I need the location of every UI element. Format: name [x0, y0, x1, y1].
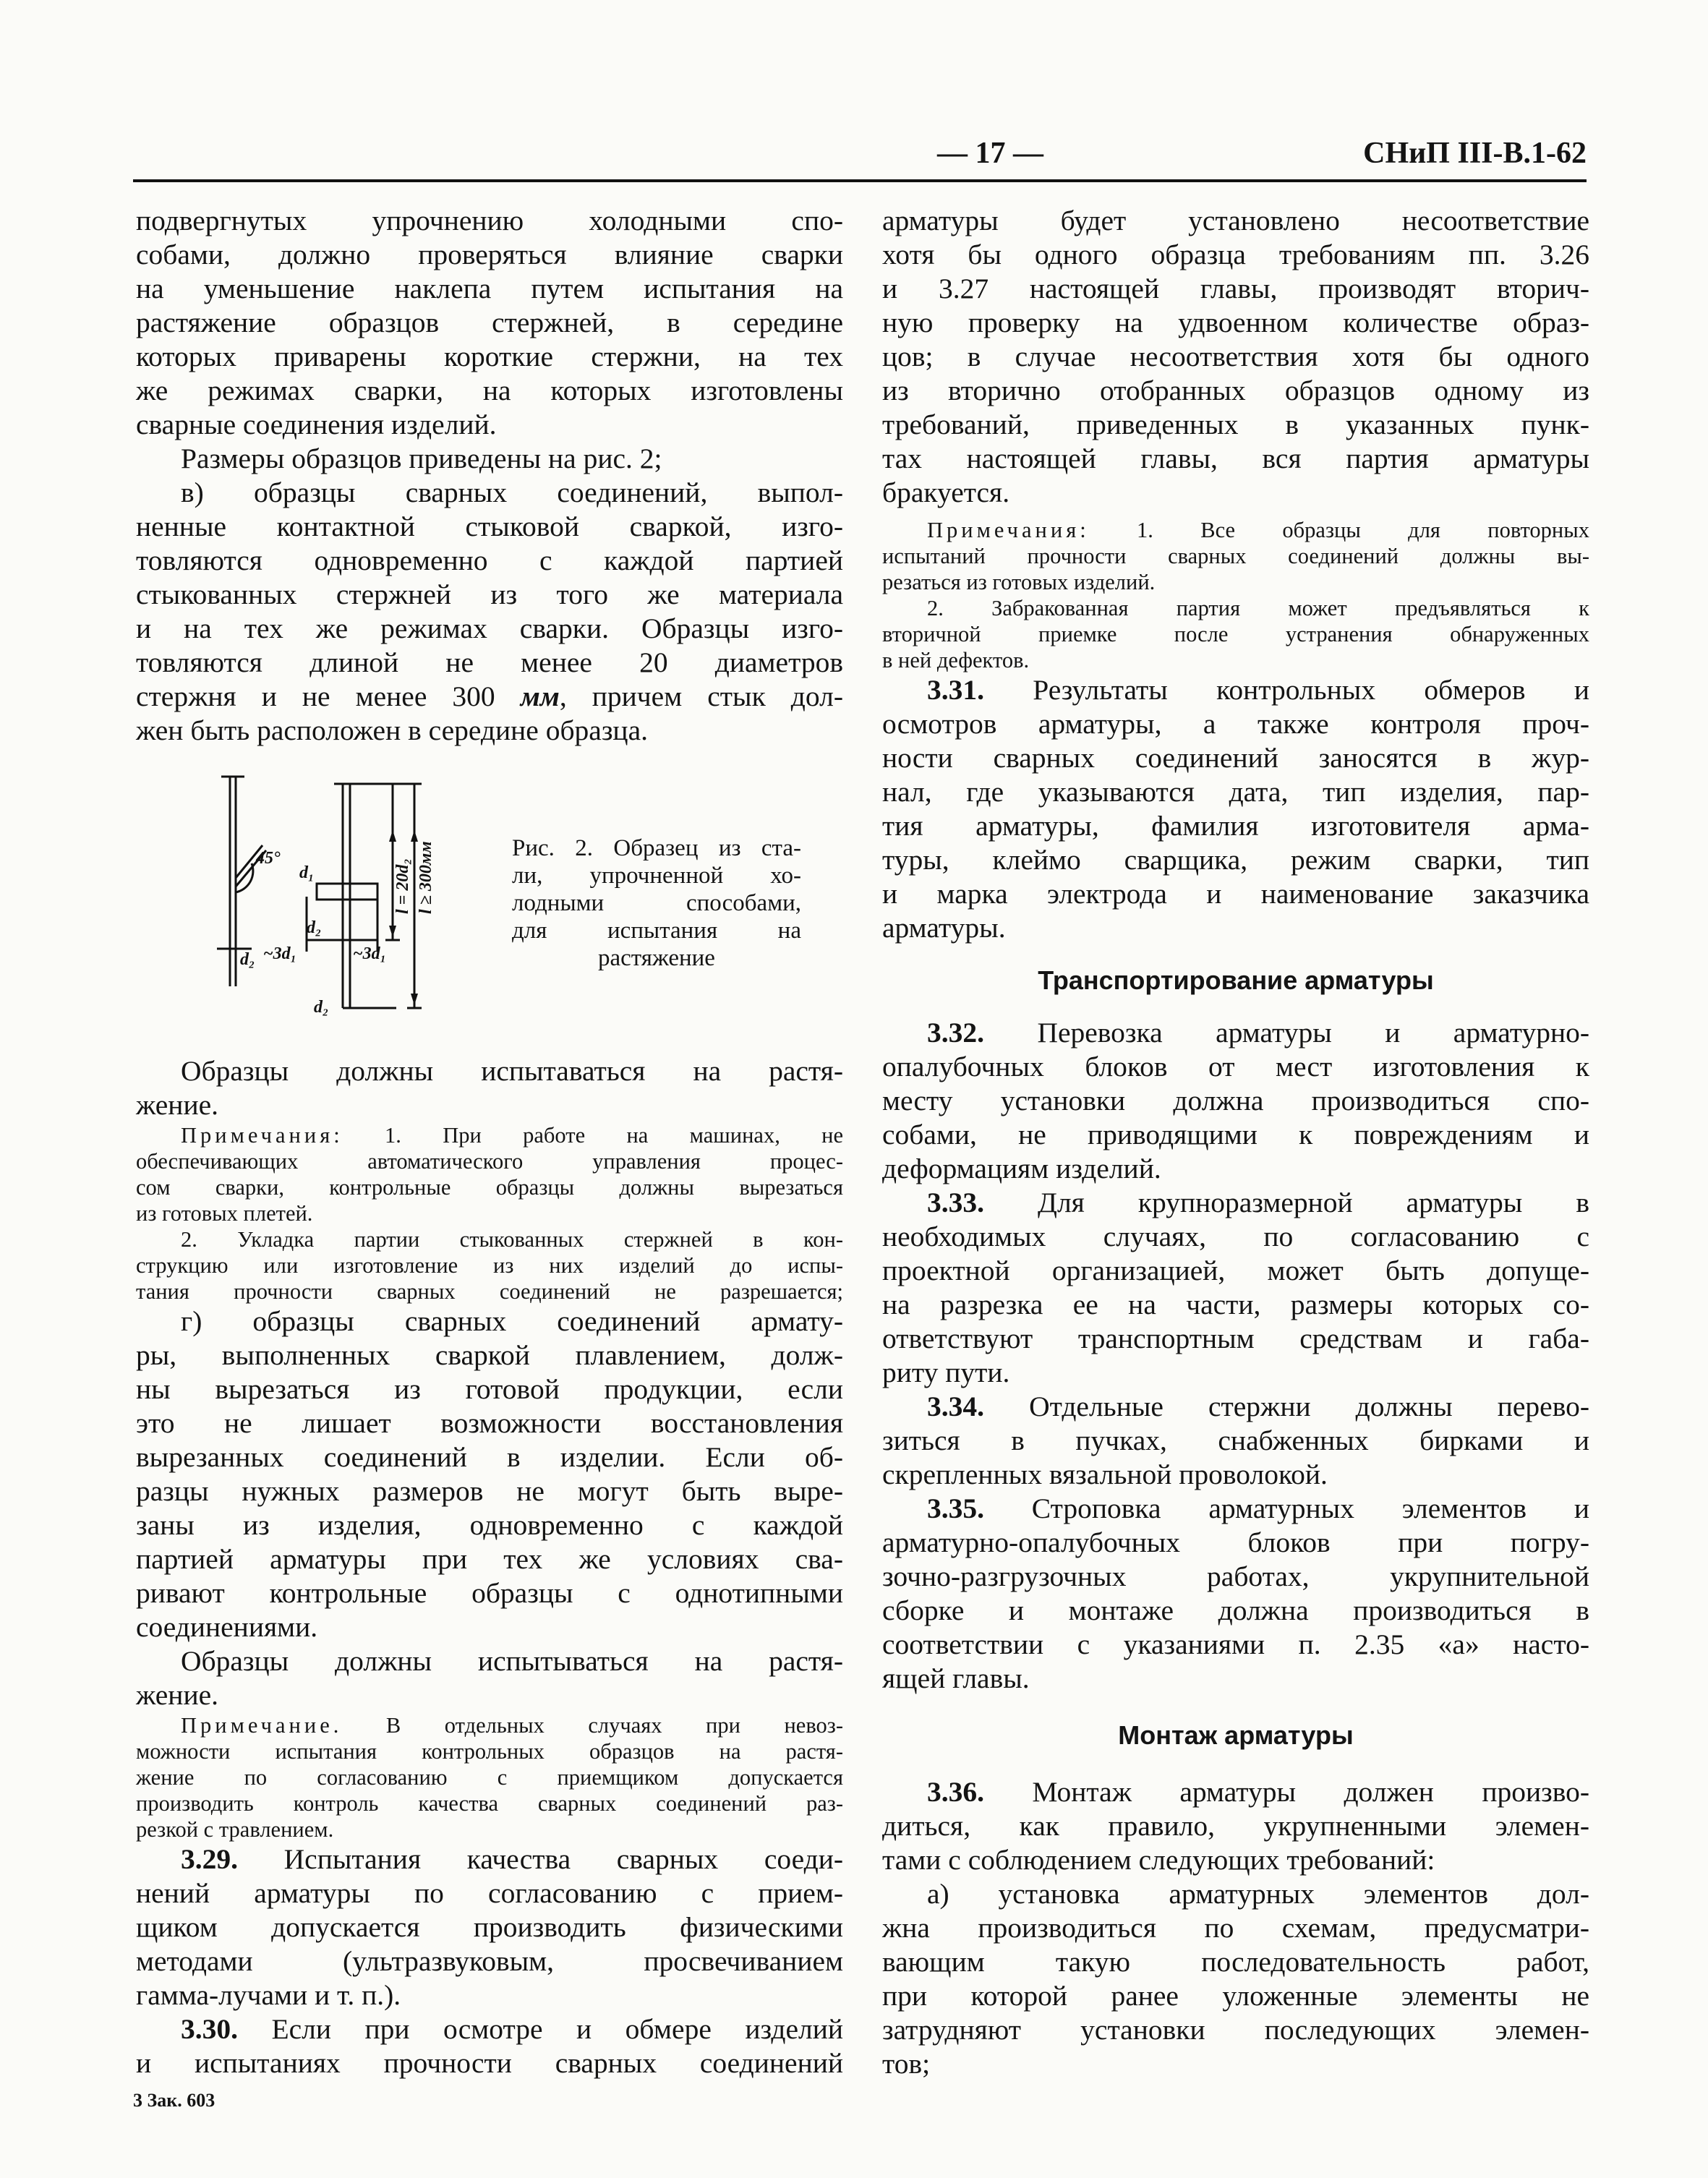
text-line: которых приварены короткие стержни, на тех: [136, 341, 843, 372]
paragraph-item-v: [136, 476, 843, 748]
text-line: ненные контактной стыковой сваркой, изго-: [136, 511, 843, 542]
text-line: растяжение образцов стержней, в середине: [136, 307, 843, 338]
page-header: [133, 136, 1587, 176]
text-line: жен быть расположен в середине образца.: [136, 714, 648, 746]
text-line: [136, 1712, 843, 1738]
text-line: нений арматуры по согласованию с прием-: [136, 1877, 843, 1909]
clause-number: 3.34.: [927, 1391, 984, 1422]
paragraph-tension-test: [136, 1054, 843, 1122]
clause-number: 3.33.: [927, 1187, 984, 1218]
left-column: [136, 204, 843, 2080]
text-line: партией арматуры при тех же условиях сва-: [136, 1543, 843, 1575]
text-line: диться, как правило, укрупненными элемен-: [882, 1810, 1589, 1842]
text-line: сборке и монтаже должна производиться в: [882, 1594, 1589, 1626]
text-line: [882, 1775, 1589, 1809]
text-line: производить контроль качества сварных соединений раз-: [136, 1791, 843, 1816]
paragraph-item-g: [136, 1304, 843, 1644]
text-span: Испытания качества сварных соеди-: [238, 1843, 843, 1875]
text-span: Результаты контрольных обмеров и: [984, 674, 1589, 706]
text-line: арматуры.: [882, 912, 1006, 944]
paragraph-figure-ref: Размеры образцов приведены на рис. 2;: [181, 443, 662, 474]
text-line: зочно-разгрузочных работах, укрупнительной: [882, 1560, 1589, 1592]
note-3: [136, 1712, 843, 1842]
text-line: тия арматуры, фамилия изготовителя арма-: [882, 810, 1589, 842]
text-span: , причем стык дол-: [559, 680, 844, 712]
text-line: хотя бы одного образца требованиям пп. 3.26: [882, 239, 1589, 270]
text-line: г) образцы сварных соединений армату-: [181, 1305, 843, 1337]
text-span: Для крупноразмерной арматуры в: [984, 1187, 1589, 1218]
text-line: вырезанных соединений в изделии. Если об-: [136, 1441, 843, 1473]
text-line: 2. Укладка партии стыкованных стержней в кон-: [181, 1227, 843, 1252]
text-line: осмотров арматуры, а также контроля проч-: [882, 708, 1589, 740]
text-line: жение.: [136, 1089, 218, 1121]
clause-number: 3.35.: [927, 1492, 984, 1524]
document-id: СНиП III-В.1-62: [1363, 137, 1587, 170]
text-line: ности сварных соединений заносятся в жур-: [882, 742, 1589, 774]
right-column: [882, 204, 1589, 2081]
text-span: 1. При работе на машинах, не: [343, 1123, 843, 1148]
figure-caption: [512, 834, 801, 972]
notes-title: Примечания:: [181, 1123, 343, 1148]
text-line: собами, должно проверяться влияние сварки: [136, 239, 843, 270]
unit-mm: мм: [520, 680, 560, 712]
paragraph-3-31: [882, 673, 1589, 945]
text-line: при которой ранее уложенные элементы не: [882, 1980, 1589, 2012]
paragraph-3-35: [882, 1492, 1589, 1696]
paragraph-tension-test-2: [136, 1644, 843, 1712]
notes-title: Примечания:: [927, 518, 1090, 542]
text-line: сом сварки, контрольные образцы должны вырезаться: [136, 1175, 843, 1200]
text-line: резаться из готовых изделий.: [882, 570, 1156, 594]
text-line: [882, 673, 1589, 707]
paragraph-3-33: [882, 1186, 1589, 1390]
text-line: цов; в случае несоответствия хотя бы одного: [882, 341, 1589, 372]
text-line: тов;: [882, 2048, 931, 2080]
text-line: тами с соблюдением следующих требований:: [882, 1844, 1435, 1876]
text-line: ную проверку на удвоенном количестве образ-: [882, 307, 1589, 338]
text-line: Образцы должны испытаваться на растя-: [181, 1055, 843, 1087]
text-line: щиком допускается производить физическими: [136, 1911, 843, 1943]
text-span: Отдельные стержни должны перево-: [984, 1391, 1589, 1422]
paragraph-continuation: [136, 204, 843, 442]
page-number: — 17 —: [937, 137, 1043, 170]
paragraph-3-36: [882, 1775, 1589, 1877]
text-span: 1. Все образцы для повторных: [1089, 518, 1589, 542]
section-heading-installation: Монтаж арматуры: [1118, 1720, 1354, 1750]
caption-line: Рис. 2. Образец из ста-: [512, 835, 801, 861]
caption-line: для испытания на: [512, 918, 801, 944]
text-line: ры, выполненных сваркой плавлением, долж-: [136, 1339, 843, 1371]
text-line: ящей главы.: [882, 1662, 1030, 1694]
text-line: вторичной приемке после устранения обнаруженных: [882, 622, 1589, 646]
clause-number: 3.31.: [927, 674, 984, 706]
caption-line: растяжение: [598, 945, 715, 971]
clause-number: 3.30.: [181, 2013, 238, 2045]
text-line: в) образцы сварных соединений, выпол-: [181, 477, 843, 508]
text-line: из вторично отобранных образцов одному из: [882, 375, 1589, 406]
text-line: резкой с травлением.: [136, 1817, 334, 1842]
text-line: товляются длиной не менее 20 диаметров: [136, 646, 843, 678]
paragraph-3-30: [136, 2012, 843, 2080]
text-line: бракуется.: [882, 477, 1010, 508]
text-line: туры, клеймо сварщика, режим сварки, тип: [882, 844, 1589, 876]
text-line: заны из изделия, одновременно с каждой: [136, 1509, 843, 1541]
text-line: струкцию или изготовление из них изделий до испы-: [136, 1253, 843, 1278]
caption-line: ли, упрочненной хо-: [512, 863, 801, 889]
text-line: гамма-лучами и т. п.).: [136, 1979, 401, 2011]
caption-line: лодными способами,: [512, 890, 801, 916]
notes-2: [882, 517, 1589, 673]
text-line: и на тех же режимах сварки. Образцы изго-: [136, 612, 843, 644]
text-line: проектной организацией, может быть допуще-: [882, 1255, 1589, 1286]
text-line: стыкованных стержней из того же материала: [136, 578, 843, 610]
text-span: В отдельных случаях при невоз-: [342, 1713, 843, 1738]
label-dim-left: ~3d₁: [263, 944, 297, 963]
text-line: жна производиться по схемам, предусматри-: [882, 1912, 1589, 1944]
text-line: [136, 680, 843, 714]
label-dim-right: ~3d₁: [353, 944, 387, 963]
text-line: жение.: [136, 1679, 218, 1711]
label-d2-left: d₂: [240, 950, 255, 969]
text-line: [882, 517, 1589, 543]
text-span: Если при осмотре и обмере изделий: [238, 2013, 843, 2045]
text-line: в ней дефектов.: [882, 648, 1030, 672]
label-angle: 45°: [256, 849, 281, 868]
text-line: соединениями.: [136, 1611, 318, 1643]
text-line: это не лишает возможности восстановления: [136, 1407, 843, 1439]
text-line: арматуры будет установлено несоответствие: [882, 205, 1589, 236]
text-line: арматурно-опалубочных блоков при погру-: [882, 1526, 1589, 1558]
text-line: подвергнутых упрочнению холодными спо-: [136, 205, 843, 236]
text-line: необходимых случаях, по согласованию с: [882, 1221, 1589, 1252]
text-line: тания прочности сварных соединений не разрешается;: [136, 1279, 843, 1304]
text-line: [882, 1390, 1589, 1424]
text-line: собами, не приводящими к повреждениям и: [882, 1119, 1589, 1150]
text-line: на разрезка ее на части, размеры которых со-: [882, 1289, 1589, 1320]
text-line: нал, где указываются дата, тип изделия, пар-: [882, 776, 1589, 808]
text-line: из готовых плетей.: [136, 1201, 313, 1226]
text-line: деформациям изделий.: [882, 1153, 1161, 1184]
text-line: скрепленных вязальной проволокой.: [882, 1459, 1328, 1490]
paragraph-3-32: [882, 1016, 1589, 1186]
label-d2-bottom: d₂: [314, 998, 329, 1017]
notes-1: [136, 1122, 843, 1304]
paragraph-3-29: [136, 1842, 843, 2012]
clause-number: 3.36.: [927, 1776, 984, 1808]
text-line: затрудняют установки последующих элемен-: [882, 2014, 1589, 2046]
text-line: разцы нужных размеров не могут быть выре-: [136, 1475, 843, 1507]
text-line: же режимах сварки, на которых изготовлены: [136, 375, 843, 406]
text-line: [882, 1016, 1589, 1050]
text-line: товляются одновременно с каждой партией: [136, 544, 843, 576]
text-line: опалубочных блоков от мест изготовления к: [882, 1051, 1589, 1082]
note-title: Примечание.: [181, 1713, 343, 1738]
text-line: Образцы должны испытываться на растя-: [181, 1645, 843, 1677]
figure-2: [136, 769, 843, 1037]
text-line: соответствии с указаниями п. 2.35 «а» насто-: [882, 1628, 1589, 1660]
text-line: зиться в пучках, снабженных бирками и: [882, 1425, 1589, 1456]
text-line: сварные соединения изделий.: [136, 409, 497, 440]
label-length-20d: l = 20d₂: [393, 858, 412, 914]
text-span: стержня и не менее 300: [136, 680, 521, 712]
text-line: вающим такую последовательность работ,: [882, 1946, 1589, 1978]
specimen-drawing: [136, 769, 512, 1037]
text-line: ответствуют транспортным средствам и габа-: [882, 1323, 1589, 1354]
text-line: [136, 2012, 843, 2046]
text-line: испытаний прочности сварных соединений должны вы-: [882, 544, 1589, 568]
text-line: жение по согласованию с приемщиком допускается: [136, 1765, 843, 1790]
text-line: [136, 1842, 843, 1876]
text-span: Перевозка арматуры и арматурно-: [984, 1017, 1589, 1049]
text-line: [882, 1492, 1589, 1526]
text-line: [136, 1122, 843, 1148]
header-rule: [133, 179, 1587, 182]
text-line: обеспечивающих автоматического управления процес-: [136, 1149, 843, 1174]
text-line: [882, 1186, 1589, 1220]
text-line: ривают контрольные образцы с однотипными: [136, 1577, 843, 1609]
label-d1: d₁: [299, 863, 315, 882]
paragraph-3-30-cont: [882, 204, 1589, 510]
text-line: и испытаниях прочности сварных соединений: [136, 2047, 843, 2079]
text-line: тах настоящей главы, вся партия арматуры: [882, 443, 1589, 474]
text-span: Строповка арматурных элементов и: [984, 1492, 1589, 1524]
text-line: можности испытания контрольных образцов на растя-: [136, 1739, 843, 1764]
text-line: ны вырезаться из готовой продукции, если: [136, 1373, 843, 1405]
label-d2-mid: d₂: [307, 918, 322, 937]
print-order-footer: 3 Зак. 603: [133, 2090, 215, 2111]
text-line: и 3.27 настоящей главы, производят вторич-: [882, 273, 1589, 304]
text-line: 2. Забракованная партия может предъявляться к: [927, 596, 1589, 620]
label-length-300: l ≥ 300мм: [417, 841, 435, 914]
clause-number: 3.29.: [181, 1843, 238, 1875]
text-line: а) установка арматурных элементов дол-: [927, 1878, 1589, 1910]
section-heading-transport: Транспортирование арматуры: [1038, 965, 1434, 995]
text-line: методами (ультразвуковым, просвечиванием: [136, 1945, 843, 1977]
paragraph-item-a: [882, 1877, 1589, 2081]
text-line: на уменьшение наклепа путем испытания на: [136, 273, 843, 304]
text-line: риту пути.: [882, 1357, 1010, 1388]
text-line: месту установки должна производиться спо-: [882, 1085, 1589, 1116]
clause-number: 3.32.: [927, 1017, 984, 1049]
paragraph-3-34: [882, 1390, 1589, 1492]
text-line: требований, приведенных в указанных пунк-: [882, 409, 1589, 440]
text-line: и марка электрода и наименование заказчика: [882, 878, 1589, 910]
text-span: Монтаж арматуры должен произво-: [984, 1776, 1589, 1808]
